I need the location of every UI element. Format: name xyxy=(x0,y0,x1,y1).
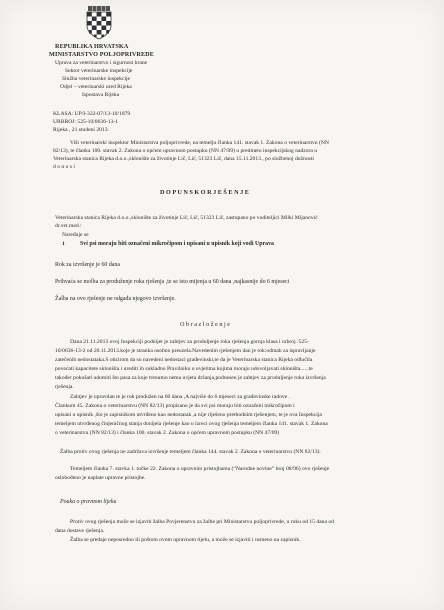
obraz-p2-l5: o veterinarstvu (NN 82/13) i članka 100. stavak 2. Zakona o općem upravnom postupku (NN 47/09) xyxy=(55,430,280,436)
header-line-7: Ispostava Rijeka xyxy=(82,92,120,98)
klasa: KLASA: UP/I-322-07/13-10/1879 xyxy=(53,111,131,117)
header-line-1: REPUBLIKA HRVATSKA xyxy=(55,43,129,50)
obraz-p2-l1: Zahtjev je opravdan te je rok produžen na 60 dana ,A najviše do 6 mjeseci za građevinske radove . xyxy=(70,394,290,400)
party-line-2: dr.vet.med.: xyxy=(55,223,82,229)
obraz-p1-l5: također pokušati udomiti što pasa za koje trenutno nema uvjeta držanja,podnesen je zahtjev za produljenje roka izvršenja xyxy=(55,375,326,381)
intro-line-1: Viši veterinarski inspektor Ministarstva poljoprivrede, na temelju članka 141. stavak 1. Zakona o veterinarstvu (NN xyxy=(70,140,329,146)
obraz-p4-l2: oslobođeno je naplate upravne pristojbe. xyxy=(55,475,146,481)
header-line-2: MINISTARSTVO POLJOPRIVREDE xyxy=(49,51,154,58)
header-line-6: Odjel – veterinarski ured Rijeka xyxy=(60,84,132,90)
document-title: D O P U N S K O R J E Š E N J E xyxy=(160,189,249,196)
obraz-p2-l3: upisani u upisnik ,što je zapisnikom utvrđeno kao nedostatak ,a nije riješeno prethodnim rješenjem, te je ova Inspekcija xyxy=(55,412,322,418)
pouka-l2: dana dostave rješenja. xyxy=(55,528,105,534)
zalba-text: Žalba na ovo rješenje ne odgađa njegovo izvršenje. xyxy=(55,296,176,302)
prihvaca-text: Prihvaća se molba za produženje roka rješenja ,te se isto mijenja u 60 dana ,najkasnije do 6 mjeseci xyxy=(55,279,290,285)
obraz-p1-l1: Dana 21.11.2013 ovoj Inspekciji podnijet je zahtjev za produljenje roka rješenja gornja klasa i urbroj :525- xyxy=(70,339,309,345)
header-line-4: Sektor veterinarske inspekcije xyxy=(65,68,133,74)
item-1-number: 1 xyxy=(62,241,65,247)
obraz-p3: Žalba protiv ovog rješenja ne zadržava izvršenje temeljem članka 144. stavak 2. Zakona o veterinarstvu (NN 82/13). xyxy=(60,449,321,455)
header-line-5: Služba veterinarske inspekcije xyxy=(62,76,131,82)
header-line-3: Uprava za veterinarstvo i sigurnost hrane xyxy=(55,60,148,66)
obraz-p4-l1: Temeljem članka 7. stavka 1. točke 22. Zakona o upravnim pristojbama (“Narodne novine” broj 08/96) ovo rješenje xyxy=(70,466,330,472)
item-1-text: Svi psi moraju biti označeni mikročipom i upisani u upisnik koji vodi Uprava xyxy=(80,241,274,247)
obraz-p2-l2: Člankom 45. Zakona o veterinarstvu (NN 82/13) propisano je da svi psi moraju biti označeni mikročipom i xyxy=(55,403,295,409)
intro-line-4: d o n o s i xyxy=(53,164,75,170)
obraz-p1-l2: 10/0636-13-2 od 20.11.2013.koje je stranka osobno preuzela.Navedenim rješenjem dan je rok:odmah za ispravljanje xyxy=(55,348,316,354)
pouka-l1: Protiv ovog rješenja može se izjaviti žalba Povjerenstvu za žalbe pri Ministarstvu poljoprivrede, u roku od 15 dana od xyxy=(70,519,334,525)
obrazlozenje-title: O b r a z l o ž e n j e xyxy=(180,321,230,328)
croatian-coat-of-arms-icon xyxy=(86,6,112,40)
date: Rijeka , 21.studeni 2013. xyxy=(53,127,109,133)
urbroj: URBROJ: 525-10/0636-13-1 xyxy=(53,119,119,125)
obraz-p1-l4: povećati kapacitete skloništa i urediti ih sukladno Pravilniku o uvjetima kojima moraju udovoljavati skloništa......te xyxy=(55,366,313,372)
rok-text: Rok za izvršenje je 60 dana xyxy=(55,262,120,268)
obraz-p2-l4: temeljem utvrđenog činjeničnog stanja donijela rješenje kao u izreci ovog rješenja temeljem članka 141. stavak 1. Zakona xyxy=(55,421,328,427)
intro-line-2: 82/13), te članka 100. stavak 2. Zakona o općem upravnom postupku (NN 47/09) u predmetu inspekcijskog nadzora u xyxy=(53,148,318,154)
obraz-p1-l6: rješenja. xyxy=(55,384,74,390)
intro-line-3: Veterinarska stanica Rijeka d.o.o.,sklonište za životinje Lič, Lič, 51323 Lič, dana 15.11.2013., po službenoj dužnosti xyxy=(53,156,314,162)
obraz-p1-l3: zatečenih nedostataka.S obzirom da su navedeni nedostaci građevinski,te da je Veterinarska stanica Rijeka odlučila xyxy=(55,357,313,363)
pouka-l3: Žalba se predaje neposredno ili poštom ovom upravnom tijelu, a može se izjaviti i usmeno na zapisnik. xyxy=(70,537,301,543)
party-line-1: Veterinarska stanica Rijeka d.o.o.,sklonište za životinje Lič, Lič, 51323 Lič, zastupano po voditeljici Milki Mijanović xyxy=(55,215,318,221)
pouka-title: Pouka o pravnom lijeku xyxy=(60,499,117,505)
naredjuje: Naređuje se xyxy=(62,232,89,238)
